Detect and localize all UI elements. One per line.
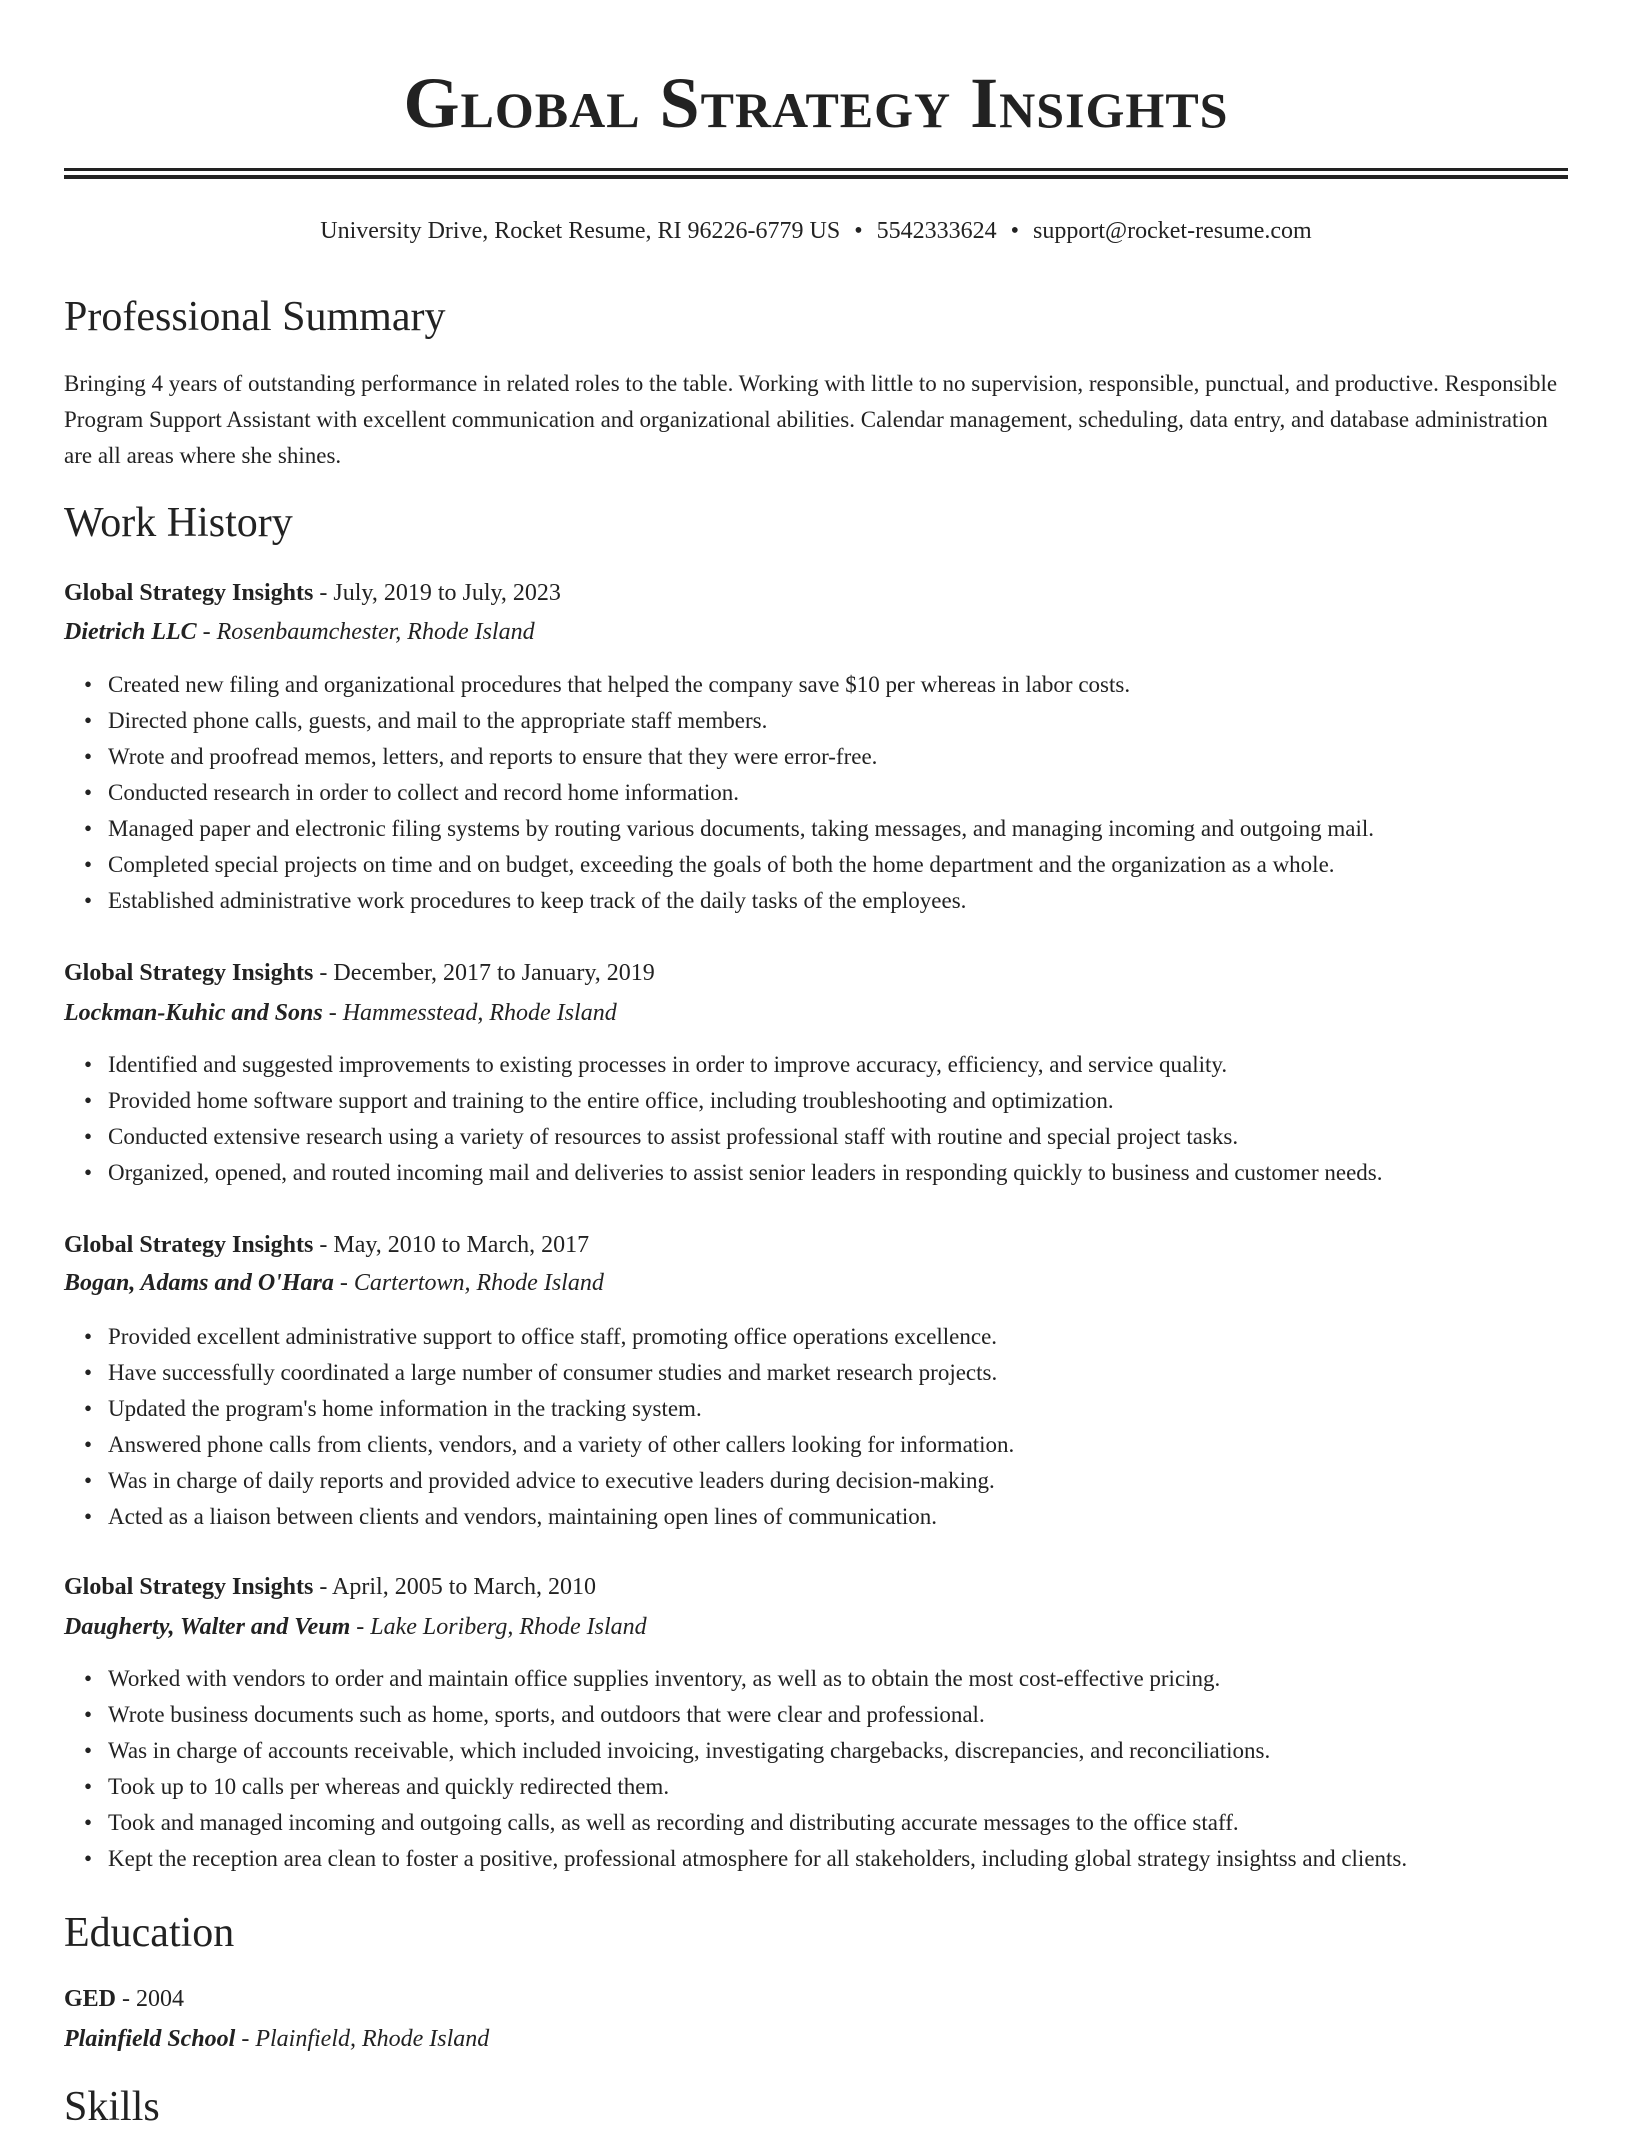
job-employer <box>64 1267 604 1299</box>
job-employer <box>64 616 535 648</box>
header-divider-top <box>64 168 1568 171</box>
education-location: - Plainfield, Rhode Island <box>235 2026 490 2052</box>
job-bullet: • Provided home software support and training to the entire office, including troubleshooting and optimization. <box>108 1083 1383 1119</box>
job-bullet: • Kept the reception area clean to foster a positive, professional atmosphere for all stakeholders, including global strategy insightss and clients. <box>108 1841 1407 1877</box>
job-bullet: • Wrote business documents such as home, sports, and outdoors that were clear and professional. <box>108 1697 1407 1733</box>
job-bullets <box>64 1319 1014 1535</box>
job-company: Dietrich LLC <box>64 619 197 645</box>
contact-line <box>64 215 1568 247</box>
job-dates: - May, 2010 to March, 2017 <box>313 1232 590 1258</box>
skills-heading: Skills <box>64 2084 160 2130</box>
job-employer <box>64 1611 647 1643</box>
job-dates: - December, 2017 to January, 2019 <box>313 960 655 986</box>
job-bullet: • Answered phone calls from clients, vendors, and a variety of other callers looking for information. <box>108 1427 1014 1463</box>
job-bullet: • Wrote and proofread memos, letters, and reports to ensure that they were error-free. <box>108 739 1374 775</box>
job-title: Global Strategy Insights <box>64 960 314 986</box>
job-header <box>64 577 561 609</box>
contact-email: support@rocket-resume.com <box>1033 218 1312 244</box>
job-bullet: • Created new filing and organizational procedures that helped the company save $10 per whereas in labor costs. <box>108 667 1374 703</box>
job-header <box>64 957 655 989</box>
job-dates: - April, 2005 to March, 2010 <box>313 1574 597 1600</box>
job-bullet: • Updated the program's home information in the tracking system. <box>108 1391 1014 1427</box>
education-degree-line <box>64 1983 184 2015</box>
education-year: - 2004 <box>116 1986 185 2012</box>
job-bullet: • Conducted extensive research using a variety of resources to assist professional staff with routine and special project tasks. <box>108 1119 1383 1155</box>
job-bullet: • Provided excellent administrative support to office staff, promoting office operations excellence. <box>108 1319 1014 1355</box>
job-company: Daugherty, Walter and Veum <box>64 1614 351 1640</box>
education-school-line <box>64 2023 489 2055</box>
job-bullet: • Took up to 10 calls per whereas and quickly redirected them. <box>108 1769 1407 1805</box>
job-bullets <box>64 1047 1383 1191</box>
contact-phone: 5542333624 <box>876 218 997 244</box>
work-history-heading: Work History <box>64 500 293 546</box>
summary-heading: Professional Summary <box>64 294 446 340</box>
job-bullet: • Identified and suggested improvements to existing processes in order to improve accuracy, efficiency, and service quality. <box>108 1047 1383 1083</box>
education-degree: GED <box>64 1986 117 2012</box>
job-location: - Cartertown, Rhode Island <box>333 1270 604 1296</box>
contact-separator: • <box>1010 218 1020 244</box>
job-bullets <box>64 1661 1407 1877</box>
contact-separator: • <box>854 218 863 244</box>
job-bullet: • Worked with vendors to order and maintain office supplies inventory, as well as to obtain the most cost-effective pricing. <box>108 1661 1407 1697</box>
job-title: Global Strategy Insights <box>64 1574 314 1600</box>
job-dates: - July, 2019 to July, 2023 <box>313 580 561 606</box>
job-bullet: • Established administrative work procedures to keep track of the daily tasks of the employees. <box>108 883 1374 919</box>
job-bullet: • Have successfully coordinated a large number of consumer studies and market research projects. <box>108 1355 1014 1391</box>
job-location: - Hammesstead, Rhode Island <box>322 1000 617 1026</box>
contact-address: University Drive, Rocket Resume, RI 96226-6779 US <box>320 218 841 244</box>
job-bullet: • Completed special projects on time and on budget, exceeding the goals of both the home department and the organization as a whole. <box>108 847 1374 883</box>
education-heading: Education <box>64 1910 235 1956</box>
job-bullet: • Organized, opened, and routed incoming mail and deliveries to assist senior leaders in responding quickly to business and customer needs. <box>108 1155 1383 1191</box>
job-company: Lockman-Kuhic and Sons <box>64 1000 323 1026</box>
job-bullet: • Took and managed incoming and outgoing calls, as well as recording and distributing accurate messages to the office staff. <box>108 1805 1407 1841</box>
job-company: Bogan, Adams and O'Hara <box>64 1270 334 1296</box>
job-bullets <box>64 667 1374 919</box>
summary-text: Bringing 4 years of outstanding performance in related roles to the table. Working with little to no supervision, responsible, punctual, and productive. Responsible Program Support Assistant with excellent communication and organizational abilities. Calendar management, scheduling, data entry, and database administration are all areas where she shines. <box>64 371 1558 468</box>
job-bullet: • Managed paper and electronic filing systems by routing various documents, taking messages, and managing incoming and outgoing mail. <box>108 811 1374 847</box>
job-location: - Lake Loriberg, Rhode Island <box>350 1614 647 1640</box>
header-divider-bottom <box>64 175 1568 179</box>
job-bullet: • Acted as a liaison between clients and vendors, maintaining open lines of communication. <box>108 1499 1014 1535</box>
education-school: Plainfield School <box>64 2026 236 2052</box>
job-bullet: • Directed phone calls, guests, and mail to the appropriate staff members. <box>108 703 1374 739</box>
job-header <box>64 1571 596 1603</box>
job-header <box>64 1229 589 1261</box>
job-title: Global Strategy Insights <box>64 580 314 606</box>
job-bullet: • Was in charge of accounts receivable, which included invoicing, investigating chargebacks, discrepancies, and reconciliations. <box>108 1733 1407 1769</box>
resume-name: Global Strategy Insights <box>403 63 1229 143</box>
job-bullet: • Conducted research in order to collect and record home information. <box>108 775 1374 811</box>
job-bullet: • Was in charge of daily reports and provided advice to executive leaders during decision-making. <box>108 1463 1014 1499</box>
job-title: Global Strategy Insights <box>64 1232 314 1258</box>
job-location: - Rosenbaumchester, Rhode Island <box>196 619 535 645</box>
job-employer <box>64 997 617 1029</box>
